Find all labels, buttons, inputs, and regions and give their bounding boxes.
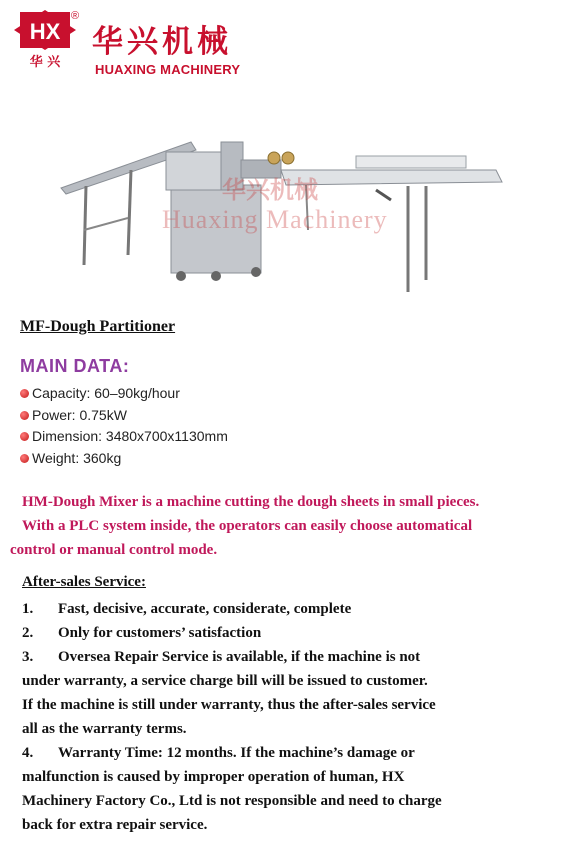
spec-list <box>20 383 228 469</box>
service-line: under warranty, a service charge bill will be issued to customer. <box>22 673 428 689</box>
service-line: 2. Only for customers’ satisfaction <box>22 625 262 641</box>
description-line: control or manual control mode. <box>10 542 218 558</box>
spec-item <box>20 426 228 448</box>
spec-power: Power: 0.75kW <box>32 406 127 423</box>
description-line: With a PLC system inside, the operators can easily choose automatical <box>22 518 473 534</box>
company-name-en: HUAXING MACHINERY <box>95 62 241 77</box>
company-name-cn: 华兴机械 <box>92 24 232 60</box>
spec-dimension: Dimension: 3480x700x1130mm <box>32 428 228 444</box>
product-description <box>10 490 555 562</box>
bullet-icon <box>20 389 29 398</box>
service-line: malfunction is caused by improper operation of human, HX <box>22 769 405 785</box>
watermark-cn: 华兴机械 <box>222 176 318 204</box>
registered-mark: ® <box>71 10 80 22</box>
service-line: Machinery Factory Co., Ltd is not responsible and need to charge <box>22 793 442 809</box>
service-line: all as the warranty terms. <box>22 721 187 737</box>
main-data-heading: MAIN DATA: <box>20 356 130 376</box>
spec-weight: Weight: 360kg <box>32 449 122 466</box>
service-line: 4. Warranty Time: 12 months. If the machine’s damage or <box>22 745 415 761</box>
spec-item <box>20 383 228 405</box>
after-sales-list <box>22 597 552 837</box>
service-line: If the machine is still under warranty, thus the after-sales service <box>22 697 436 713</box>
service-line: 1. Fast, decisive, accurate, considerate, complete <box>22 601 352 617</box>
product-title: MF-Dough Partitioner <box>20 318 176 335</box>
after-sales-heading: After-sales Service: <box>22 574 146 590</box>
spec-item <box>20 405 228 427</box>
spec-item <box>20 448 228 470</box>
bullet-icon <box>20 432 29 441</box>
spec-capacity: Capacity: 60–90kg/hour <box>32 385 180 401</box>
watermark-en: Huaxing Machinery <box>162 205 388 234</box>
bullet-icon <box>20 454 29 463</box>
logo-initials: HX <box>29 19 61 44</box>
service-line: back for extra repair service. <box>22 817 208 833</box>
description-line: HM-Dough Mixer is a machine cutting the dough sheets in small pieces. <box>22 494 480 510</box>
service-line: 3. Oversea Repair Service is available, if the machine is not <box>22 649 421 665</box>
logo-cn-small: 华 兴 <box>29 55 61 70</box>
bullet-icon <box>20 411 29 420</box>
